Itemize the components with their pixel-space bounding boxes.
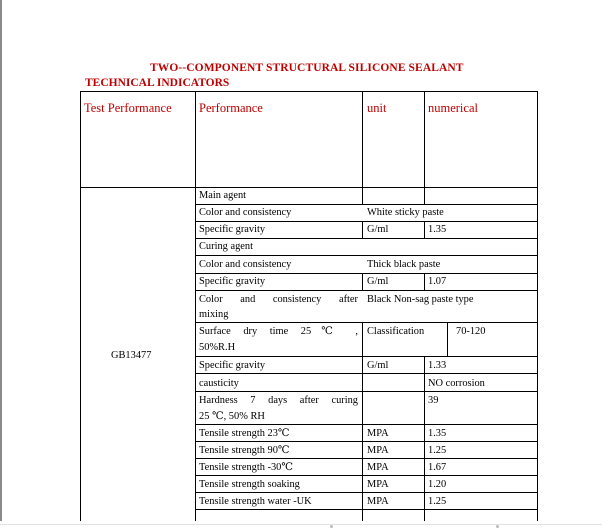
row-line — [195, 391, 538, 392]
row-line — [195, 322, 538, 323]
table-row: Main agent — [199, 190, 247, 201]
header-test-performance: Test Performance — [84, 101, 172, 115]
column-line — [362, 255, 363, 256]
table-border-right — [537, 91, 538, 521]
row-value: 1.67 — [428, 462, 447, 473]
row-line — [195, 221, 538, 222]
table-row: Tensile strength 23℃ — [199, 428, 290, 439]
table-row: Color and consistency after — [199, 294, 358, 305]
document-subtitle: TECHNICAL INDICATORS — [85, 77, 230, 89]
row-value: NO corrosion — [428, 378, 485, 389]
window-left-edge — [0, 0, 2, 531]
table-row: Tensile strength water -UK — [199, 496, 312, 507]
row-unit: MPA — [367, 428, 389, 439]
column-line — [424, 356, 425, 521]
header-unit: unit — [367, 101, 387, 115]
table-row: Curing agent — [199, 241, 253, 252]
row-value: 1.35 — [428, 224, 447, 235]
header-performance: Performance — [199, 101, 263, 115]
row-unit: MPA — [367, 445, 389, 456]
table-row: causticity — [199, 378, 239, 389]
row-merged-value: White sticky paste — [367, 207, 444, 218]
column-line — [362, 273, 363, 291]
column-line — [362, 91, 363, 205]
toolbar-dot-icon[interactable] — [330, 525, 333, 528]
table-row: Color and consistency — [199, 207, 292, 218]
row-line — [195, 475, 538, 476]
column-line — [424, 91, 425, 205]
column-line — [195, 91, 196, 521]
row-line — [195, 458, 538, 459]
row-value: 1.35 — [428, 428, 447, 439]
row-line — [195, 492, 538, 493]
column-line — [362, 322, 363, 521]
row-unit: G/ml — [367, 360, 389, 371]
row-line — [195, 509, 538, 510]
row-merged-value: Black Non-sag paste type — [367, 294, 474, 305]
table-row: Tensile strength -30℃ — [199, 462, 294, 473]
viewer-bottom-toolbar — [0, 521, 602, 531]
table-row-continuation: 50%R.H — [199, 342, 236, 353]
table-row: Specific gravity — [199, 224, 266, 235]
row-line — [195, 238, 538, 239]
header-numerical: numerical — [428, 101, 478, 115]
table-row: Hardness 7 days after curing — [199, 395, 358, 406]
table-border-top — [80, 91, 538, 92]
table-row-continuation: 25 ℃, 50% RH — [199, 411, 265, 422]
row-value: 1.25 — [428, 445, 447, 456]
row-unit: MPA — [367, 479, 389, 490]
row-line — [195, 424, 538, 425]
column-line — [424, 221, 425, 239]
row-value: 70-120 — [456, 326, 486, 337]
table-row: Surface dry time 25℃ , — [199, 326, 358, 337]
row-unit: MPA — [367, 496, 389, 507]
row-unit: Classification — [367, 326, 425, 337]
row-unit: G/ml — [367, 276, 389, 287]
table-border-left — [80, 91, 81, 521]
table-row: Specific gravity — [199, 276, 266, 287]
table-row-continuation: mixing — [199, 309, 229, 320]
row-value: 1.25 — [428, 496, 447, 507]
row-unit: MPA — [367, 462, 389, 473]
row-line — [195, 356, 538, 357]
toolbar-dot-icon[interactable] — [496, 525, 499, 528]
row-line — [195, 273, 538, 274]
toolbar-divider — [0, 524, 602, 525]
table-row: Color and consistency — [199, 259, 292, 270]
column-line — [447, 322, 448, 357]
row-value: 1.07 — [428, 276, 447, 287]
row-line — [195, 373, 538, 374]
row-line — [195, 290, 538, 291]
document-title: TWO--COMPONENT STRUCTURAL SILICONE SEALANT — [150, 62, 464, 74]
row-merged-value: Thick black paste — [367, 259, 441, 270]
table-header-bottom — [80, 187, 538, 188]
row-value: 1.20 — [428, 479, 447, 490]
row-line — [195, 255, 538, 256]
table-row: Tensile strength soaking — [199, 479, 300, 490]
row-value: 1.33 — [428, 360, 447, 371]
table-row: Specific gravity — [199, 360, 266, 371]
row-line — [195, 441, 538, 442]
row-value: 39 — [428, 395, 439, 406]
row-line — [195, 204, 538, 205]
column-line — [362, 221, 363, 239]
table-row: Tensile strength 90℃ — [199, 445, 290, 456]
standard-gb13477: GB13477 — [111, 350, 152, 361]
row-unit: G/ml — [367, 224, 389, 235]
column-line — [424, 273, 425, 291]
